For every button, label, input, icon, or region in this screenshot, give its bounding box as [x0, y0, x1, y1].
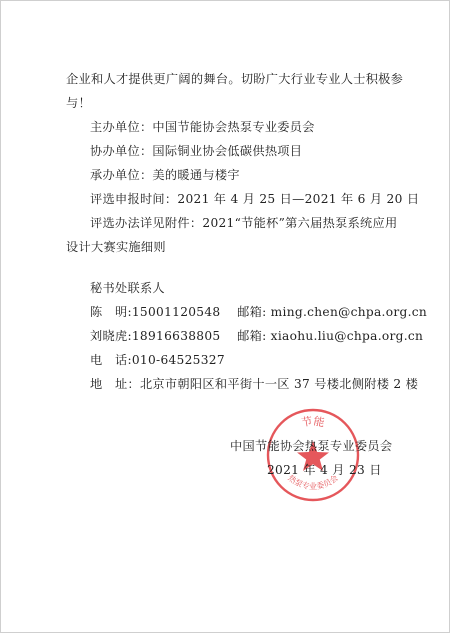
- contact-person: 刘晓虎:18916638805 邮箱: xiaohu.liu@chpa.org.cn: [90, 329, 424, 343]
- contact-phone: 电 话:010-64525327: [90, 353, 225, 367]
- contact-person: 陈 明:15001120548 邮箱: ming.chen@chpa.org.cn: [90, 305, 428, 319]
- seal-top-text: 节能: [300, 414, 326, 430]
- application-period: 评选申报时间：2021 年 4 月 25 日—2021 年 6 月 20 日: [90, 192, 420, 206]
- paragraph-line: 企业和人才提供更广阔的舞台。切盼广大行业专业人士积极参: [66, 72, 404, 86]
- seal-bottom-text: 热泵专业委员会: [286, 473, 340, 492]
- svg-text:节能: [300, 414, 326, 430]
- paragraph-line: 与！: [66, 96, 91, 110]
- signature-org: 中国节能协会热泵专业委员会: [230, 439, 393, 453]
- method-line: 评选办法详见附件：2021“节能杯”第六届热泵系统应用: [90, 216, 398, 230]
- contacts-title: 秘书处联系人: [90, 281, 165, 295]
- organizer-unit: 承办单位：美的暖通与楼宇: [90, 168, 240, 182]
- signature-date: 2021 年 4 月 23 日: [267, 463, 382, 477]
- co-host-unit: 协办单位：国际铜业协会低碳供热项目: [90, 144, 303, 158]
- official-seal: [263, 405, 363, 505]
- contact-address: 地 址：北京市朝阳区和平街十一区 37 号楼北侧附楼 2 楼: [90, 377, 419, 391]
- method-line: 设计大赛实施细则: [66, 240, 166, 254]
- host-unit: 主办单位：中国节能协会热泵专业委员会: [90, 120, 315, 134]
